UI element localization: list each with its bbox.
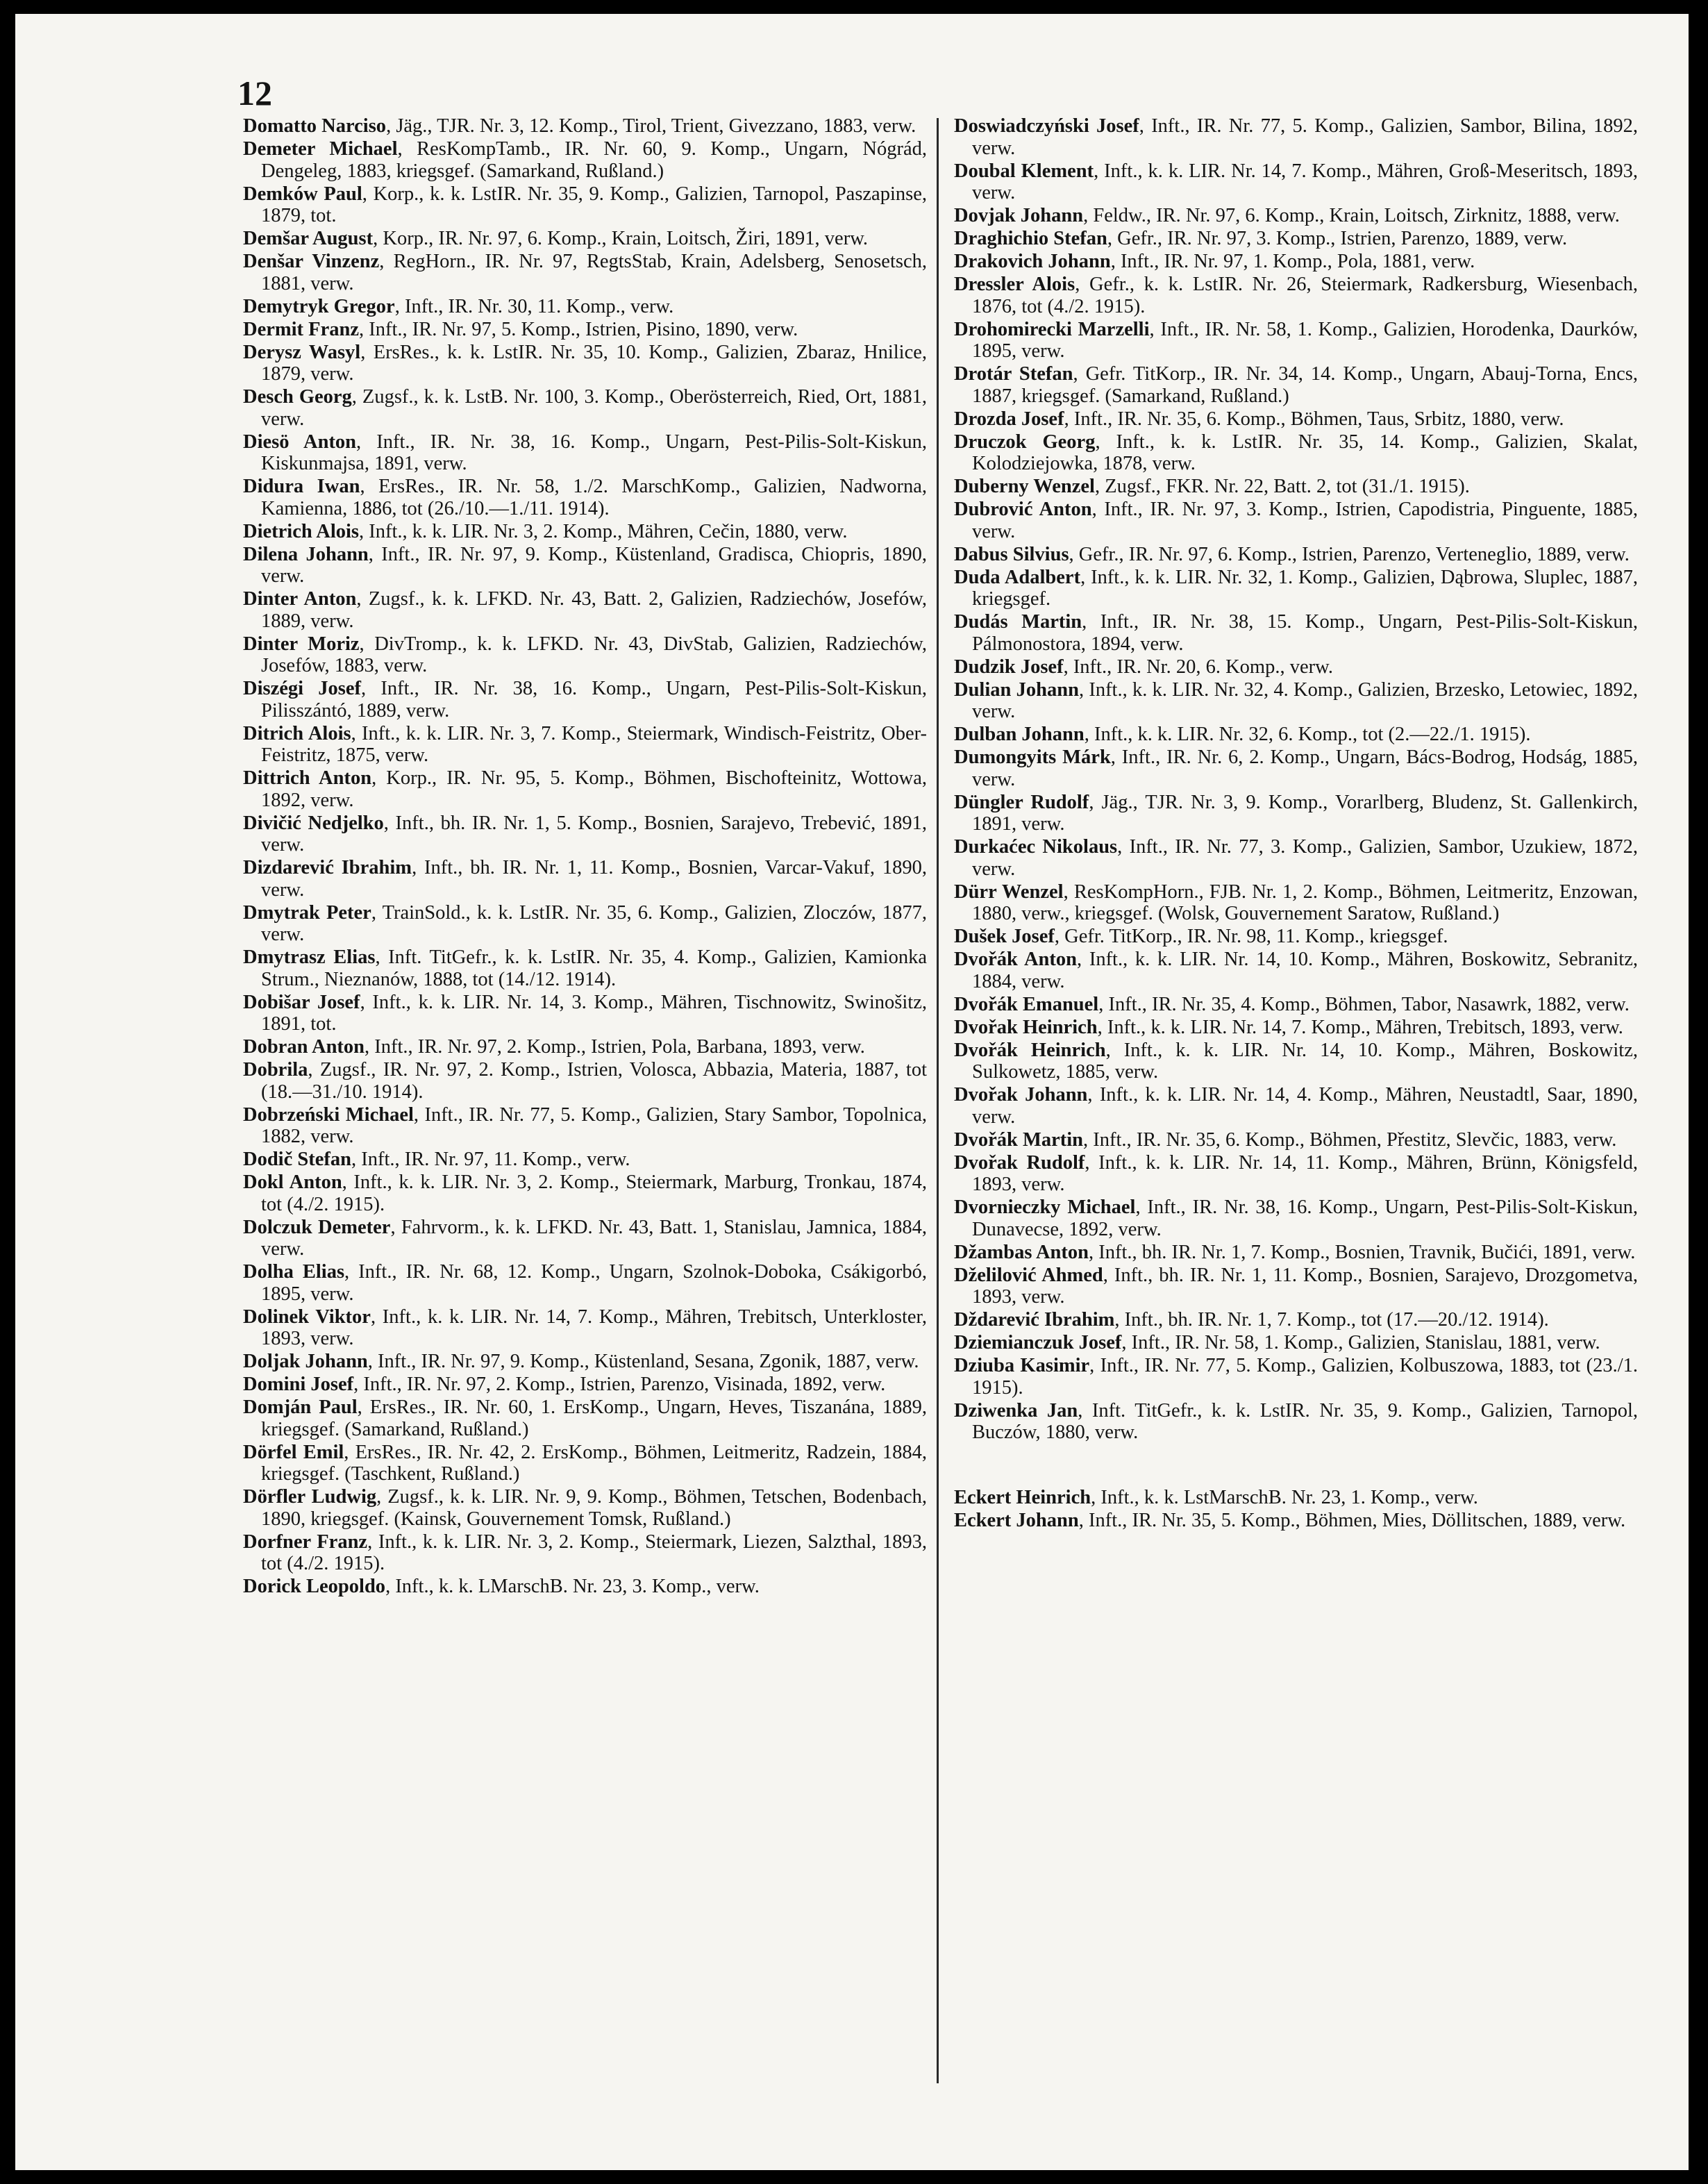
register-entry [243,857,927,901]
entry-name: Dželilović Ahmed [954,1264,1103,1286]
entry-name: Dinter Anton [243,588,357,610]
register-entry [954,656,1638,678]
register-entry [954,499,1638,542]
entry-name: Dždarević Ibrahim [954,1309,1115,1331]
entry-name: Domini Josef [243,1374,354,1395]
entry-name: Dinter Moriz [243,633,360,655]
register-entry [954,1084,1638,1128]
entry-name: Dürr Wenzel [954,881,1064,903]
entry-name: Drohomirecki Marzelli [954,318,1150,340]
entry-name: Desch Georg [243,386,352,408]
entry-name: Dermit Franz [243,318,359,340]
entry-details: , Gefr., IR. Nr. 97, 6. Komp., Istrien, Parenzo, Verteneglio, 1889, verw. [1069,543,1630,565]
register-entry [954,881,1638,925]
entry-name: Ditrich Alois [243,722,351,744]
register-entry [954,747,1638,790]
entry-details: , Inft., k. k. LIR. Nr. 14, 7. Komp., Mähren, Trebitsch, Unterkloster, 1893, verw. [261,1306,927,1349]
entry-details: , Korp., k. k. LstIR. Nr. 35, 9. Komp., Galizien, Tarnopol, Paszapinse, 1879, tot. [261,183,927,226]
register-entry [243,1217,927,1260]
entry-name: Duda Adalbert [954,566,1081,588]
entry-details: , Inft., IR. Nr. 6, 2. Komp., Ungarn, Bács-Bodrog, Hodság, 1885, verw. [972,747,1638,790]
register-entry [243,1306,927,1350]
entry-details: , Inft., IR. Nr. 30, 11. Komp., verw. [394,295,674,317]
register-entry [243,296,927,318]
entry-details: , DivTromp., k. k. LFKD. Nr. 43, DivStab, Galizien, Radziechów, Josefów, 1883, verw. [261,633,928,676]
entry-name: Demeter Michael [243,138,398,160]
entry-details: , Inft., IR. Nr. 35, 6. Komp., Böhmen, Přestitz, Slevčic, 1883, verw. [1083,1128,1617,1151]
register-entry [954,476,1638,498]
entry-details: , Inft., IR. Nr. 68, 12. Komp., Ungarn, Szolnok-Doboka, Csákigorbó, 1895, verw. [261,1261,927,1305]
register-entry [243,1036,927,1058]
entry-details: , Inft., k. k. LIR. Nr. 14, 3. Komp., Mähren, Tischnowitz, Swinošitz, 1891, tot. [261,991,927,1035]
entry-details: , Inft., k. k. LIR. Nr. 14, 4. Komp., Mähren, Neustadtl, Saar, 1890, verw. [972,1084,1639,1128]
register-entry [954,408,1638,431]
entry-details: , Inft., k. k. LIR. Nr. 32, 4. Komp., Galizien, Brzesko, Letowiec, 1892, verw. [972,678,1638,722]
entry-details: , Inft., k. k. LIR. Nr. 3, 2. Komp., Steiermark, Liezen, Salzthal, 1893, tot (4./2. 1915). [261,1531,927,1574]
entry-name: Dorick Leopoldo [243,1576,386,1597]
entry-name: Dvořák Heinrich [954,1039,1106,1061]
entry-details: , Inft., bh. IR. Nr. 1, 5. Komp., Bosnien, Sarajevo, Trebević, 1891, verw. [261,812,927,856]
register-entry [243,386,927,430]
entry-details: , Inft., IR. Nr. 35, 5. Komp., Böhmen, Mies, Döllitschen, 1889, verw. [1078,1509,1626,1531]
entry-name: Džambas Anton [954,1241,1089,1263]
entry-name: Druczok Georg [954,431,1096,453]
entry-details: , Inft., IR. Nr. 35, 4. Komp., Böhmen, Tabor, Nasawrk, 1882, verw. [1098,993,1630,1015]
register-entry [954,1040,1638,1083]
entry-details: , Inft., k. k. LIR. Nr. 3, 2. Komp., Steiermark, Marburg, Tronkau, 1874, tot (4./2. 1915). [261,1172,927,1215]
entry-name: Dušek Josef [954,926,1055,947]
register-entry [243,812,927,856]
entry-name: Dziemianczuk Josef [954,1332,1122,1353]
register-entry [243,992,927,1035]
entry-details: , Inft., k. k. LIR. Nr. 32, 1. Komp., Galizien, Dąbrowa, Sluplec, 1887, kriegsgef. [972,566,1638,610]
register-entry [243,183,927,227]
register-entry [243,767,927,811]
register-entry [954,611,1638,655]
entry-name: Denšar Vinzenz [243,251,380,272]
entry-name: Drotár Stefan [954,363,1073,385]
entry-details: , Inft., k. k. LIR. Nr. 14, 11. Komp., Mähren, Brünn, Königsfeld, 1893, verw. [972,1151,1638,1195]
entry-name: Dolczuk Demeter [243,1216,391,1238]
entry-name: Eckert Johann [954,1509,1079,1531]
register-entry [954,1129,1638,1151]
entry-name: Dvořák Martin [954,1128,1084,1151]
entry-name: Dubrović Anton [954,499,1092,520]
entry-details: , Inft., IR. Nr. 97, 9. Komp., Küstenland, Gradisca, Chiopris, 1890, verw. [261,543,927,587]
register-entry [243,1149,927,1171]
entry-details: , Inft. TitGefr., k. k. LstIR. Nr. 35, 4. Komp., Galizien, Kamionka Strum., Nieznanów, 1888, tot (14./12. 1914). [261,947,927,990]
entry-details: , Inft., IR. Nr. 77, 5. Komp., Galizien, Stary Sambor, Topolnica, 1882, verw. [261,1103,927,1147]
register-entry [243,319,927,341]
entry-name: Dolha Elias [243,1261,345,1283]
entry-details: , Inft., k. k. LMarschB. Nr. 23, 3. Komp., verw. [385,1576,760,1597]
entry-name: Dulian Johann [954,678,1079,701]
entry-details: , Gefr. TitKorp., IR. Nr. 34, 14. Komp., Ungarn, Abauj-Torna, Encs, 1887, kriegsgef. (Samarkand, Rußland.) [972,363,1638,407]
entry-details: , Inft., IR. Nr. 97, 5. Komp., Istrien, Pisino, 1890, verw. [358,318,798,340]
entry-details: , Inft., IR. Nr. 97, 11. Komp., verw. [351,1149,630,1170]
entry-name: Drozda Josef [954,408,1064,430]
entry-name: Dumongyits Márk [954,747,1111,768]
entry-details: , Zugsf., k. k. LstB. Nr. 100, 3. Komp., Oberösterreich, Ried, Ort, 1881, verw. [261,386,927,430]
register-entry [954,1355,1638,1399]
register-entry [243,1104,927,1148]
register-entry [243,1397,927,1440]
entry-name: Diszégi Josef [243,678,362,699]
entry-details: , Korp., IR. Nr. 97, 6. Komp., Krain, Loitsch, Žiri, 1891, verw. [373,228,869,249]
entry-name: Dobrzeński Michael [243,1103,414,1126]
register-entry [954,319,1638,362]
entry-name: Doubal Klement [954,160,1094,182]
entry-details: , Inft., k. k. LstIR. Nr. 35, 14. Komp., Galizien, Skalat, Kolodziejowka, 1878, verw. [972,431,1638,474]
register-entry [954,949,1638,992]
entry-details: , Korp., IR. Nr. 95, 5. Komp., Böhmen, Bischofteinitz, Wottowa, 1892, verw. [261,767,928,811]
entry-details: , Inft., k. k. LIR. Nr. 14, 10. Komp., Mähren, Boskowitz, Sebranitz, 1884, verw. [972,949,1638,992]
register-entry [243,1172,927,1215]
register-entry [954,160,1638,204]
register-entry [243,1531,927,1575]
entry-name: Dizdarević Ibrahim [243,857,412,878]
entry-details: , Inft., bh. IR. Nr. 1, 11. Komp., Bosnien, Sarajevo, Drozgometva, 1893, verw. [972,1264,1638,1308]
entry-details: , Inft., IR. Nr. 20, 6. Komp., verw. [1063,656,1333,678]
entry-details: , Inft., IR. Nr. 35, 6. Komp., Böhmen, Taus, Srbitz, 1880, verw. [1064,408,1564,430]
entry-name: Dobran Anton [243,1036,365,1058]
entry-details: , Jäg., TJR. Nr. 3, 12. Komp., Tirol, Trient, Givezzano, 1883, verw. [386,115,916,137]
entry-details: , Gefr. TitKorp., IR. Nr. 98, 11. Komp., kriegsgef. [1054,926,1448,947]
register-entry [954,544,1638,566]
entry-details: , Inft., IR. Nr. 77, 5. Komp., Galizien, Kolbuszowa, 1883, tot (23./1. 1915). [972,1355,1638,1399]
entry-name: Drakovich Johann [954,251,1111,272]
entry-details: , Zugsf., k. k. LIR. Nr. 9, 9. Komp., Böhmen, Tetschen, Bodenbach, 1890, kriegsgef. (Kainsk, Gouvernement Tomsk, Rußland.) [261,1486,927,1530]
entry-name: Derysz Wasyl [243,341,361,363]
register-entry [954,228,1638,250]
register-entry [243,228,927,250]
register-entry [954,679,1638,723]
entry-details: , Jäg., TJR. Nr. 3, 9. Komp., Vorarlberg, Bludenz, St. Gallenkirch, 1891, verw. [972,791,1638,835]
register-entry [243,138,927,182]
entry-name: Dodič Stefan [243,1149,351,1170]
entry-details: , ErsRes., k. k. LstIR. Nr. 35, 10. Komp., Galizien, Zbaraz, Hnilice, 1879, verw. [261,341,927,385]
entry-name: Dvořák Emanuel [954,993,1099,1015]
entry-name: Divičić Nedjelko [243,812,384,834]
entry-details: , Zugsf., k. k. LFKD. Nr. 43, Batt. 2, Galizien, Radziechów, Josefów, 1889, verw. [261,588,927,632]
register-entry [954,1400,1638,1444]
register-entry [954,1017,1638,1039]
entry-details: , ErsRes., IR. Nr. 60, 1. ErsKomp., Ungarn, Heves, Tiszanána, 1889, kriegsgef. (Samarkand, Rußland.) [261,1397,927,1440]
entry-name: Dovjak Johann [954,205,1084,226]
entry-name: Dokl Anton [243,1172,342,1193]
entry-name: Dvořák Anton [954,949,1077,970]
entry-details: , ResKompHorn., FJB. Nr. 1, 2. Komp., Böhmen, Leitmeritz, Enzowan, 1880, verw., kriegsgef. (Wolsk, Gouvernement Saratow, Rußland.) [972,881,1638,924]
entry-name: Dobišar Josef [243,991,360,1013]
register-entry [243,678,927,722]
entry-name: Dvořak Johann [954,1084,1088,1106]
entry-details: , Inft., IR. Nr. 77, 5. Komp., Galizien, Sambor, Bilina, 1892, verw. [972,115,1639,159]
register-entry [243,1374,927,1396]
entry-details: , Zugsf., IR. Nr. 97, 2. Komp., Istrien, Volosca, Abbazia, Materia, 1887, tot (18.—31./10. 1914). [261,1059,927,1103]
entry-name: Doljak Johann [243,1351,368,1372]
register-entry [243,1442,927,1485]
column-divider [937,118,939,2083]
register-entry [954,205,1638,227]
entry-name: Dabus Silvius [954,543,1069,565]
entry-details: , Inft., IR. Nr. 97, 9. Komp., Küstenland, Sesana, Zgonik, 1887, verw. [367,1351,919,1372]
register-entry [954,115,1638,159]
entry-details: , Inft., k. k. LIR. Nr. 3, 7. Komp., Steiermark, Windisch-Feistritz, Ober-Feistritz, 1875, verw. [261,722,928,766]
entry-name: Dobrila [243,1059,308,1081]
entry-details: , Inft., k. k. LIR. Nr. 3, 2. Komp., Mähren, Cečin, 1880, verw. [359,520,848,542]
entry-details: , Inft., bh. IR. Nr. 1, 11. Komp., Bosnien, Varcar-Vakuf, 1890, verw. [261,857,927,901]
entry-name: Eckert Heinrich [954,1486,1091,1508]
register-entry [954,274,1638,317]
left-column [243,115,927,1599]
register-entry [954,926,1638,948]
entry-details: , Inft., IR. Nr. 38, 16. Komp., Ungarn, Pest-Pilis-Solt-Kiskun, Dunavecse, 1892, verw. [972,1197,1639,1240]
register-entry [954,1332,1638,1354]
entry-name: Demšar August [243,228,374,249]
entry-name: Domján Paul [243,1397,358,1418]
entry-details: , Inft., IR. Nr. 97, 1. Komp., Pola, 1881, verw. [1110,251,1475,272]
entry-details: , Inft., IR. Nr. 77, 3. Komp., Galizien, Sambor, Uzukiew, 1872, verw. [972,836,1639,880]
register-entry [243,521,927,543]
register-entry [243,947,927,990]
register-entry [954,431,1638,475]
entry-name: Domatto Narciso [243,115,387,137]
register-entry [243,588,927,632]
entry-name: Demytryk Gregor [243,295,395,317]
entry-details: , Inft., k. k. LIR. Nr. 14, 10. Komp., Mähren, Boskowitz, Sulkowetz, 1885, verw. [972,1039,1638,1083]
entry-details: , ErsRes., IR. Nr. 58, 1./2. MarschKomp., Galizien, Nadworna, Kamienna, 1886, tot (26./10.—1./11. 1914). [261,476,928,519]
entry-details: , Inft., IR. Nr. 97, 2. Komp., Istrien, Pola, Barbana, 1893, verw. [365,1036,865,1058]
register-entry [954,1510,1638,1532]
register-entry [954,1242,1638,1264]
entry-name: Demków Paul [243,183,362,205]
entry-name: Didura Iwan [243,476,360,497]
entry-details: , Gefr., IR. Nr. 97, 3. Komp., Istrien, Parenzo, 1889, verw. [1107,228,1568,249]
entry-name: Dmytrak Peter [243,901,371,924]
register-entry [954,724,1638,746]
register-entry [954,251,1638,273]
register-entry [243,342,927,385]
entry-details: , Feldw., IR. Nr. 97, 6. Komp., Krain, Loitsch, Zirknitz, 1888, verw. [1083,205,1620,226]
register-entry [243,251,927,294]
entry-name: Dmytrasz Elias [243,947,376,968]
entry-details: , Inft., IR. Nr. 58, 1. Komp., Galizien, Stanislau, 1881, verw. [1121,1332,1600,1353]
entry-name: Dudás Martin [954,611,1082,633]
entry-details: , Inft., bh. IR. Nr. 1, 7. Komp., Bosnien, Travnik, Bučići, 1891, verw. [1089,1241,1636,1263]
entry-name: Dilena Johann [243,543,369,565]
right-column [954,115,1638,1533]
register-entry [954,1152,1638,1196]
document-page [15,14,1689,2170]
entry-name: Diesö Anton [243,431,357,453]
entry-name: Dietrich Alois [243,520,360,542]
register-entry [954,1309,1638,1331]
entry-name: Draghichio Stefan [954,228,1107,249]
register-entry [954,836,1638,880]
entry-details: , Inft., IR. Nr. 38, 16. Komp., Ungarn, Pest-Pilis-Solt-Kiskun, Kiskunmajsa, 1891, verw. [261,431,927,474]
entry-name: Dvornieczky Michael [954,1197,1136,1218]
entry-name: Dulban Johann [954,724,1085,745]
entry-details: , TrainSold., k. k. LstIR. Nr. 35, 6. Komp., Galizien, Zloczów, 1877, verw. [261,901,927,945]
entry-name: Dörfler Ludwig [243,1486,377,1508]
page-number: 12 [237,74,272,112]
entry-name: Dittrich Anton [243,767,372,789]
entry-details: , Inft., k. k. LIR. Nr. 14, 7. Komp., Mähren, Groß-Meseritsch, 1893, verw. [972,160,1638,203]
entry-details: , Inft., bh. IR. Nr. 1, 7. Komp., tot (17.—20./12. 1914). [1114,1309,1549,1331]
entry-name: Doswiadczyński Josef [954,115,1139,137]
entry-name: Dziuba Kasimir [954,1355,1090,1376]
entry-details: , ResKompTamb., IR. Nr. 60, 9. Komp., Ungarn, Nógrád, Dengeleg, 1883, kriegsgef. (Samarkand, Rußland.) [261,138,927,182]
register-entry [954,994,1638,1016]
register-entry [954,1265,1638,1308]
register-entry [243,1576,927,1598]
entry-name: Duberny Wenzel [954,476,1095,497]
register-entry [243,431,927,475]
register-entry [243,902,927,946]
entry-details: , Inft., IR. Nr. 38, 16. Komp., Ungarn, Pest-Pilis-Solt-Kiskun, Pilisszántó, 1889, verw. [261,678,927,722]
entry-details: , Inft., k. k. LstMarschB. Nr. 23, 1. Komp., verw. [1091,1486,1478,1508]
register-entry [243,476,927,519]
entry-details: , Fahrvorm., k. k. LFKD. Nr. 43, Batt. 1, Stanislau, Jamnica, 1884, verw. [261,1216,927,1260]
entry-details: , Inft., IR. Nr. 58, 1. Komp., Galizien, Horodenka, Daurków, 1895, verw. [972,318,1638,362]
entry-details: , Inft., k. k. LIR. Nr. 14, 7. Komp., Mähren, Trebitsch, 1893, verw. [1097,1016,1623,1038]
register-entry [243,1261,927,1305]
entry-details: , Gefr., k. k. LstIR. Nr. 26, Steiermark, Radkersburg, Wiesenbach, 1876, tot (4./2. 1915). [972,274,1638,317]
register-entry [243,115,927,137]
register-entry [243,544,927,587]
entry-details: , Inft., IR. Nr. 97, 3. Komp., Istrien, Capodistria, Pinguente, 1885, verw. [972,499,1639,542]
entry-name: Dvořak Rudolf [954,1151,1085,1174]
entry-details: , ErsRes., IR. Nr. 42, 2. ErsKomp., Böhmen, Leitmeritz, Radzein, 1884, kriegsgef. (Taschkent, Rußland.) [261,1441,927,1485]
entry-name: Dvořak Heinrich [954,1016,1098,1038]
entry-details: , RegHorn., IR. Nr. 97, RegtsStab, Krain, Adelsberg, Senosetsch, 1881, verw. [261,251,927,294]
register-entry [954,363,1638,407]
entry-details: , Zugsf., FKR. Nr. 22, Batt. 2, tot (31./1. 1915). [1094,476,1470,497]
register-entry [954,1487,1638,1509]
entry-name: Dolinek Viktor [243,1306,371,1328]
entry-name: Durkaćec Nikolaus [954,836,1118,858]
register-entry [243,723,927,767]
entry-name: Dressler Alois [954,274,1075,295]
register-entry [243,1059,927,1103]
entry-details: , Inft., k. k. LIR. Nr. 32, 6. Komp., tot (2.—22./1. 1915). [1084,724,1531,745]
entry-name: Düngler Rudolf [954,791,1089,813]
entry-details: , Inft. TitGefr., k. k. LstIR. Nr. 35, 9. Komp., Galizien, Tarnopol, Buczów, 1880, verw. [972,1399,1638,1443]
register-entry [954,567,1638,610]
entry-name: Dorfner Franz [243,1531,368,1553]
entry-name: Dörfel Emil [243,1441,344,1463]
entry-name: Dudzik Josef [954,656,1064,678]
register-entry [243,1486,927,1530]
register-entry [954,1197,1638,1240]
entry-details: , Inft., IR. Nr. 38, 15. Komp., Ungarn, Pest-Pilis-Solt-Kiskun, Pálmonostora, 1894, verw. [972,611,1638,655]
register-entry [243,1351,927,1373]
entry-details: , Inft., IR. Nr. 97, 2. Komp., Istrien, Parenzo, Visinada, 1892, verw. [353,1374,886,1395]
register-entry [243,633,927,677]
register-entry [954,792,1638,835]
entry-name: Dziwenka Jan [954,1399,1078,1422]
